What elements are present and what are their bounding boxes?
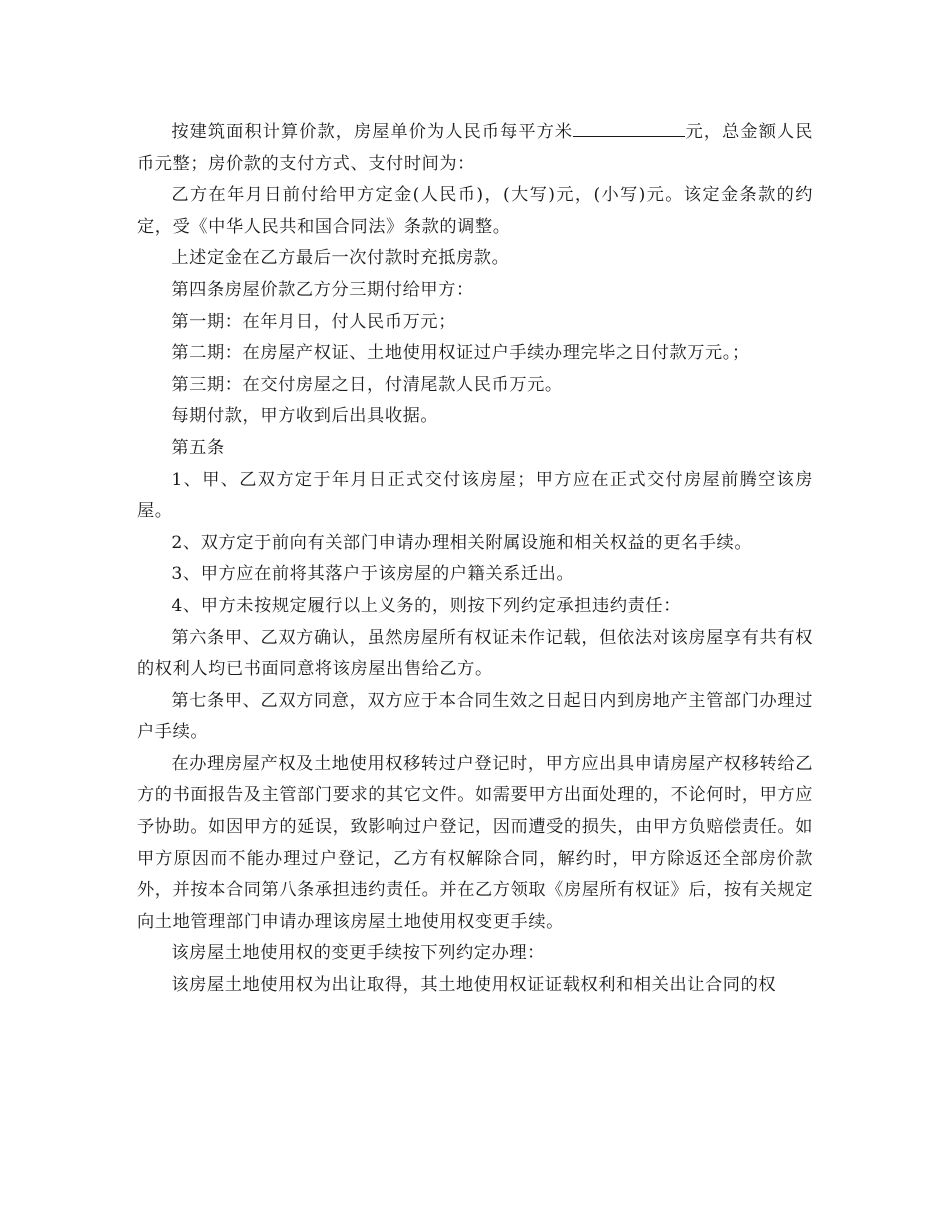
article-5-item-2: 2、双方定于前向有关部门申请办理相关附属设施和相关权益的更名手续。 [171,532,753,553]
article-5-item-1: 1、甲、乙双方定于年月日正式交付该房屋；甲方应在正式交付房屋前腾空该房屋。 [137,469,813,522]
paragraph-text: 按建筑面积计算价款，房屋单价为人民币每平方米 [171,122,574,142]
paragraph-land-use-change: 该房屋土地使用权的变更手续按下列约定办理： [171,943,545,964]
article-5-item-3: 3、甲方应在前将其落户于该房屋的户籍关系迁出。 [171,564,575,585]
paragraph-receipt: 每期付款，甲方收到后出具收据。 [171,406,439,427]
article-5-heading: 第五条 [171,437,225,458]
blank-field [573,118,685,137]
article-6: 第六条甲、乙双方确认，虽然房屋所有权证未作记载，但依法对该房屋享有共有权的权利人均已书面同意将该房屋出售给乙方。 [137,627,813,680]
paragraph-text: 元，总金额人民币元整；房价款的支付方式、支付时间为： [137,122,814,174]
paragraph-land-use-grant: 该房屋土地使用权为出让取得，其土地使用权证证载权利和相关出让合同的权 [171,975,777,996]
paragraph-deposit-offset: 上述定金在乙方最后一次付款时充抵房款。 [171,248,510,269]
paragraph-price [137,117,813,180]
article-5-item-4: 4、甲方未按规定履行以上义务的，则按下列约定承担违约责任： [171,595,681,616]
payment-phase-1: 第一期：在年月日，付人民币万元； [171,311,456,332]
document-body [137,117,813,1002]
article-7: 第七条甲、乙双方同意，双方应于本合同生效之日起日内到房地产主管部门办理过户手续。 [137,690,813,743]
paragraph-transfer-registration: 在办理房屋产权及土地使用权移转过户登记时，甲方应出具申请房屋产权移转给乙方的书面报告及主管部门要求的其它文件。如需要甲方出面处理的，不论何时，甲方应予协助。如因甲方的延误，致影响过户登记，因而遭受的损失，由甲方负赔偿责任。如甲方原因而不能办理过户登记，乙方有权解除合同，解约时，甲方除返还全部房价款外，并按本合同第八条承担违约责任。并在乙方领取《房屋所有权证》后，按有关规定向土地管理部门申请办理该房屋土地使用权变更手续。 [137,753,813,932]
article-4-heading: 第四条房屋价款乙方分三期付给甲方： [171,279,474,300]
payment-phase-3: 第三期：在交付房屋之日，付清尾款人民币万元。 [171,374,563,395]
payment-phase-2: 第二期：在房屋产权证、土地使用权证过户手续办理完毕之日付款万元。； [171,343,750,364]
paragraph-deposit: 乙方在年月日前付给甲方定金(人民币)，(大写)元，(小写)元。该定金条款的约定，受《中华人民共和国合同法》条款的调整。 [137,185,813,237]
